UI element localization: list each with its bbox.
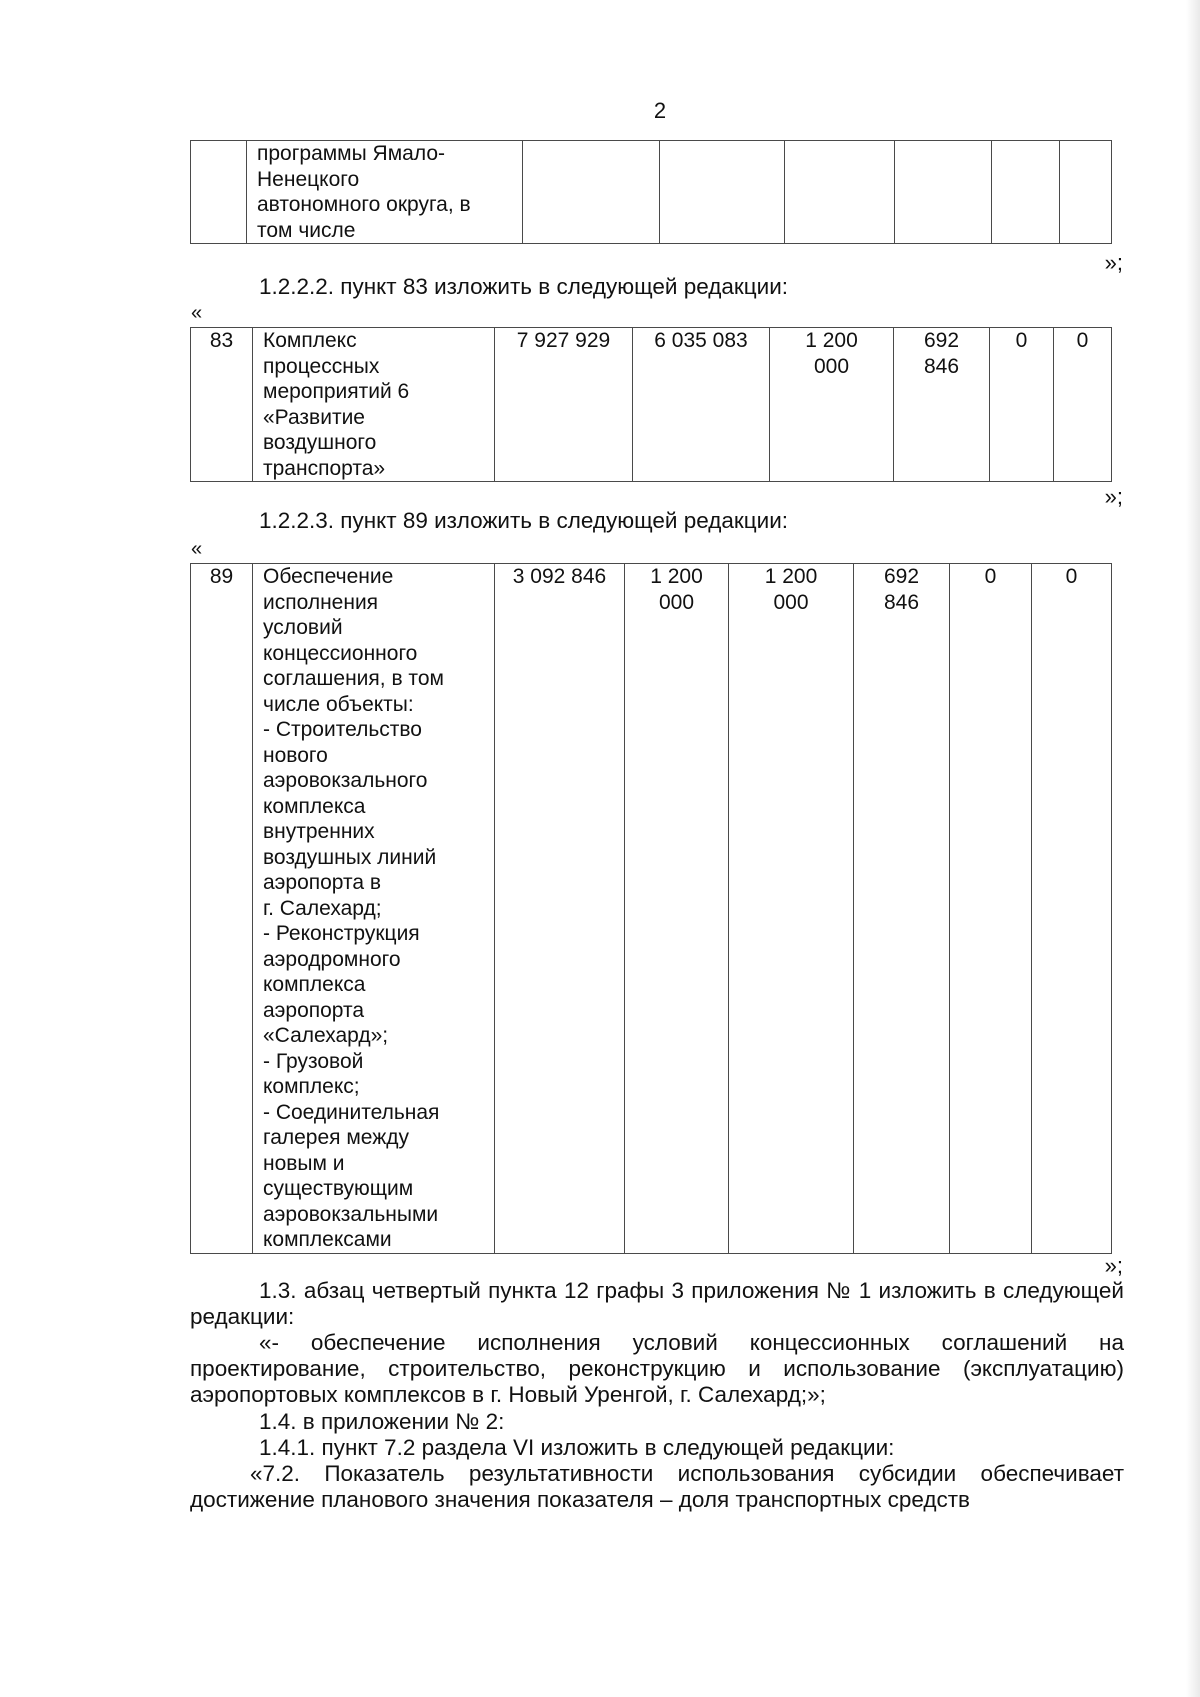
paragraph-1-4: 1.4. в приложении № 2: [259,1409,505,1434]
paragraph-1-4-1: 1.4.1. пункт 7.2 раздела VI изложить в следующей редакции: [259,1435,895,1460]
table-cell [660,141,785,244]
table-cell: Обеспечение исполнения условий концессионного соглашения, в том числе объекты: - Строительство нового аэровокзального комплекса внутренних воздушных линий аэропорта в г. Салехард; - Реконструкция аэродромного комплекса аэропорта «Салехард»; - Грузовой комплекс; - Соединительная галерея между новым и существующим аэровокзальными комплексами [253,564,495,1254]
table-cell: 692 846 [854,564,950,1254]
table-row [191,564,1112,1254]
table-cell: 3 092 846 [495,564,625,1254]
table-cell: 0 [950,564,1032,1254]
paragraph-1-3-quote: «- обеспечение исполнения условий концессионных соглашений на проектирование, строительство, реконструкцию и использование (эксплуатацию) аэропортовых комплексов в г. Новый Уренгой, г. Салехард;»; [190,1330,1124,1407]
closing-quote: »; [1104,484,1123,509]
table-cell: 83 [191,328,253,482]
table-cell [785,141,895,244]
table-item-83 [190,327,1112,482]
table-cell [191,141,247,244]
scan-edge-shadow [1186,0,1200,1697]
table-cell: 7 927 929 [495,328,633,482]
closing-quote: »; [1104,1253,1123,1278]
table-cell: 1 200 000 [625,564,729,1254]
table-cell [992,141,1060,244]
table-cell [895,141,992,244]
caption-item-89: 1.2.2.3. пункт 89 изложить в следующей редакции: [259,508,789,533]
table-cell: 0 [990,328,1054,482]
caption-item-83: 1.2.2.2. пункт 83 изложить в следующей редакции: [259,274,789,299]
table-row [191,141,1112,244]
table-cell: 89 [191,564,253,1254]
table-cell [1060,141,1112,244]
paragraph-1-3: 1.3. абзац четвертый пункта 12 графы 3 приложения № 1 изложить в следующей редакции: [190,1278,1124,1329]
table-cell: 692 846 [894,328,990,482]
table-cell: 1 200 000 [770,328,894,482]
table-cell: 1 200 000 [729,564,854,1254]
table-cell [523,141,660,244]
table-cell: 0 [1054,328,1112,482]
opening-quote: « [191,538,203,560]
table-cell: программы Ямало- Ненецкого автономного округа, в том числе [247,141,523,244]
table-cell: 6 035 083 [633,328,770,482]
table-top [190,140,1112,244]
opening-quote: « [191,302,203,324]
paragraph-7-2: «7.2. Показатель результативности использования субсидии обеспечивает достижение планового значения показателя – доля транспортных средств [190,1461,1124,1512]
table-row [191,328,1112,482]
table-cell: 0 [1032,564,1112,1254]
page-number: 2 [653,98,667,123]
table-cell: Комплекс процессных мероприятий 6 «Развитие воздушного транспорта» [253,328,495,482]
table-item-89 [190,563,1112,1254]
closing-quote: »; [1104,250,1123,275]
